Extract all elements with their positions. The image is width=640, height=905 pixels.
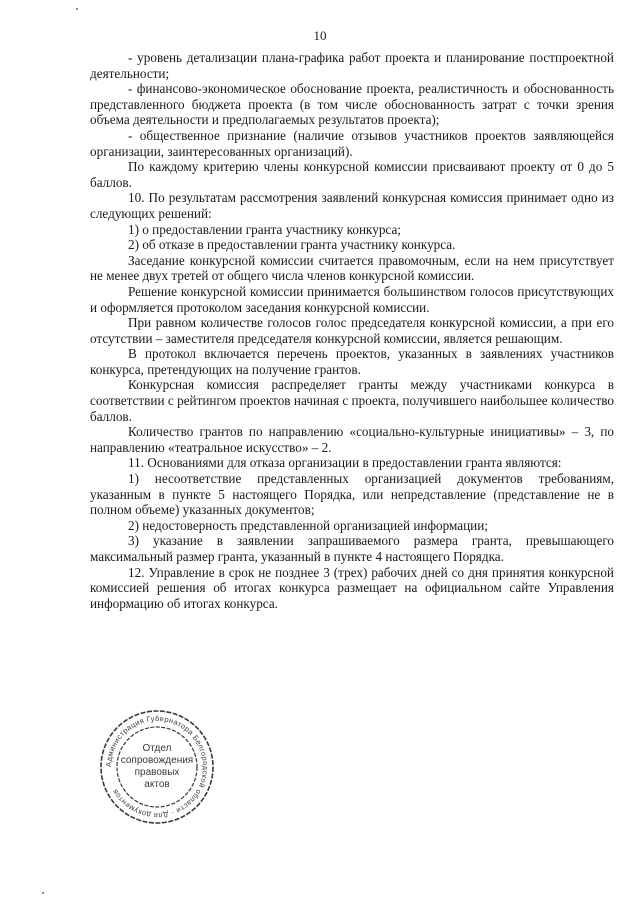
paragraph: Решение конкурсной комиссии принимается большинством голосов присутствующих и оформляется протоколом заседания конкурсной комиссии. — [90, 283, 614, 315]
stamp-line: Отдел — [142, 743, 172, 754]
paragraph: В протокол включается перечень проектов, указанных в заявлениях участников конкурса, претендующих на получение грантов. — [90, 346, 614, 377]
stamp-line: актов — [144, 779, 170, 790]
stamp-ring-text: Администрация Губернатора Белгородской области · Для документов — [103, 713, 211, 821]
stamp-line: правовых — [134, 767, 180, 778]
paragraph: - общественное признание (наличие отзывов участников проектов заявляющейся организации, заинтересованных организаций). — [90, 127, 614, 159]
paragraph: Количество грантов по направлению «социально-культурные инициативы» – 3, по направлению «театральное искусство» – 2. — [90, 424, 614, 455]
paragraph: 1) о предоставлении гранта участнику конкурса; — [128, 221, 401, 237]
paragraph: 11. Основаниями для отказа организации в предоставлении гранта являются: — [128, 455, 562, 471]
stamp-center — [98, 708, 216, 826]
official-stamp — [98, 708, 216, 826]
paragraph: 10. По результатам рассмотрения заявлений конкурсная комиссия принимает одно из следующих решений: — [90, 190, 614, 221]
paragraph: 1) несоответствие представленных организацией документов требованиям, указанным в пункте 5 настоящего Порядка, или непредставление (представление не в полном объеме) указанных документов; — [90, 471, 614, 518]
paragraph: Заседание конкурсной комиссии считается правомочным, если на нем присутствует не менее двух третей от общего числа членов конкурсной комиссии. — [90, 252, 614, 284]
paragraph: 3) указание в заявлении запрашиваемого размера гранта, превышающего максимальный размер гранта, указанный в пункте 4 настоящего Порядка. — [90, 533, 614, 564]
paragraph: 2) об отказе в предоставлении гранта участнику конкурса. — [128, 237, 456, 253]
paragraph: - уровень детализации плана-графика работ проекта и планирование постпроектной деятельности; — [90, 50, 614, 81]
paragraph: Конкурсная комиссия распределяет гранты между участниками конкурса в соответствии с рейтингом проектов начиная с проекта, получившего наибольшее количество баллов. — [90, 377, 614, 424]
paragraph: При равном количестве голосов голос председателя конкурсной комиссии, а при его отсутствии – заместителя председателя конкурсной комиссии, является решающим. — [90, 315, 614, 346]
scan-speck — [76, 8, 78, 10]
paragraph: 2) недостоверность представленной организацией информации; — [128, 517, 488, 533]
paragraph: 12. Управление в срок не позднее 3 (трех) рабочих дней со дня принятия конкурсной комиссией решения об итогах конкурса размещает на официальном сайте Управления информацию об итогах конкурса. — [90, 564, 614, 611]
scan-speck — [42, 892, 44, 894]
paragraph: По каждому критерию члены конкурсной комиссии присваивают проекту от 0 до 5 баллов. — [90, 159, 614, 190]
document-body — [90, 50, 614, 611]
page-number: 10 — [313, 28, 327, 43]
stamp-line: сопровождения — [120, 755, 194, 766]
paragraph: - финансово-экономическое обоснование проекта, реалистичность и обоснованность представленного бюджета проекта (в том числе обоснованность затрат с точки зрения объема деятельности и предполагаемых результатов проекта); — [90, 81, 614, 128]
